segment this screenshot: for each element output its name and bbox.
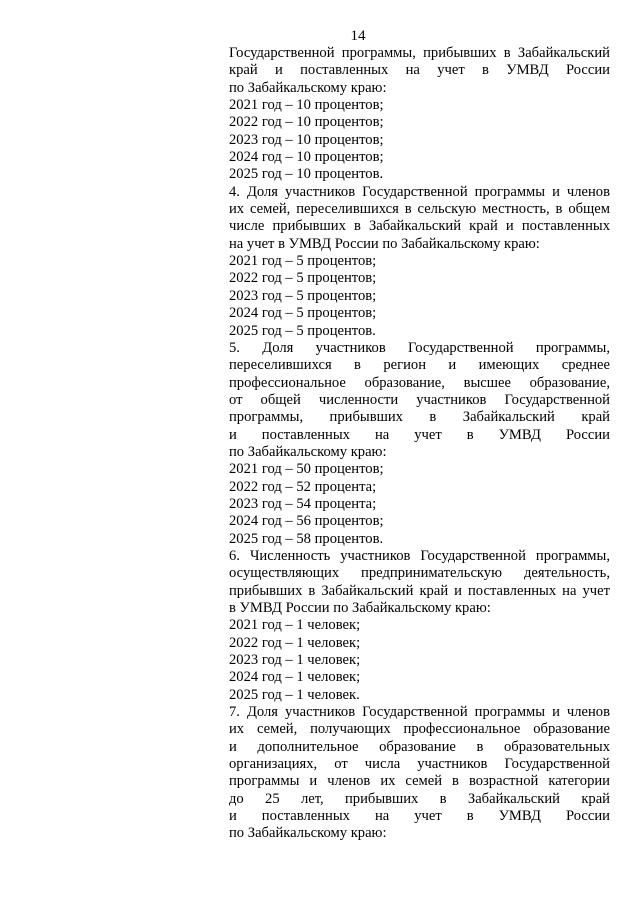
text-line: 2024 год – 5 процентов; <box>229 305 377 322</box>
text-line: до 25 лет, прибывших в Забайкальский край <box>229 790 610 807</box>
text-line: 2024 год – 1 человек; <box>229 669 361 686</box>
text-line: 2025 год – 5 процентов. <box>229 322 376 339</box>
text-line: 2024 год – 56 процентов; <box>229 513 384 530</box>
text-line: 2023 год – 1 человек; <box>229 652 361 669</box>
text-line: профессиональное образование, высшее образование, <box>229 374 610 391</box>
text-line: 6. Численность участников Государственной программы, <box>229 547 610 564</box>
text-line: их семей, получающих профессиональное образование <box>229 721 610 738</box>
text-line: организациях, от числа участников Государственной <box>229 756 610 773</box>
text-line: их семей, переселившихся в сельскую местность, в общем <box>229 201 610 218</box>
text-line: 2025 год – 1 человек. <box>229 686 360 703</box>
text-line: 2023 год – 5 процентов; <box>229 287 377 304</box>
text-line: 2022 год – 5 процентов; <box>229 270 377 287</box>
document-text <box>229 45 610 843</box>
text-line: 2022 год – 1 человек; <box>229 634 361 651</box>
text-line: по Забайкальскому краю: <box>229 825 387 842</box>
text-line: по Забайкальскому краю: <box>229 79 387 96</box>
text-line: 2021 год – 1 человек; <box>229 617 361 634</box>
text-line: 2023 год – 10 процентов; <box>229 131 384 148</box>
text-line: 7. Доля участников Государственной программы и членов <box>229 704 610 721</box>
page-number: 14 <box>350 28 366 44</box>
text-line: по Забайкальскому краю: <box>229 443 387 460</box>
text-line: и дополнительное образование в образовательных <box>229 738 610 755</box>
text-line: числе прибывших в Забайкальский край и поставленных <box>229 218 610 235</box>
text-line: 2024 год – 10 процентов; <box>229 149 384 166</box>
text-line: 2021 год – 50 процентов; <box>229 461 384 478</box>
text-line: на учет в УМВД России по Забайкальскому краю: <box>229 235 540 252</box>
text-line: 2022 год – 52 процента; <box>229 478 377 495</box>
text-line: 2025 год – 58 процентов. <box>229 530 384 547</box>
text-line: и поставленных на учет в УМВД России <box>229 426 610 443</box>
text-line: и поставленных на учет в УМВД России <box>229 808 610 825</box>
text-line: 5. Доля участников Государственной программы, <box>229 339 610 356</box>
text-line: в УМВД России по Забайкальскому краю: <box>229 600 491 616</box>
text-line: программы и членов их семей в возрастной категории <box>229 773 610 790</box>
text-line: 2025 год – 10 процентов. <box>229 166 384 183</box>
text-line: 2021 год – 5 процентов; <box>229 253 377 270</box>
text-line: от общей численности участников Государственной <box>229 391 610 408</box>
text-line: 2021 год – 10 процентов; <box>229 97 384 114</box>
text-line: прибывших в Забайкальский край и поставленных на учет <box>229 582 610 599</box>
text-line: программы, прибывших в Забайкальский край <box>229 409 610 426</box>
text-line: осуществляющих предпринимательскую деятельность, <box>229 565 610 582</box>
text-line: 2023 год – 54 процента; <box>229 495 377 512</box>
text-line: 4. Доля участников Государственной программы и членов <box>229 183 610 200</box>
text-line: Государственной программы, прибывших в Забайкальский <box>229 45 610 61</box>
text-line: переселившихся в регион и имеющих среднее <box>229 357 610 374</box>
text-line: край и поставленных на учет в УМВД России <box>229 62 610 79</box>
text-line: 2022 год – 10 процентов; <box>229 114 384 131</box>
